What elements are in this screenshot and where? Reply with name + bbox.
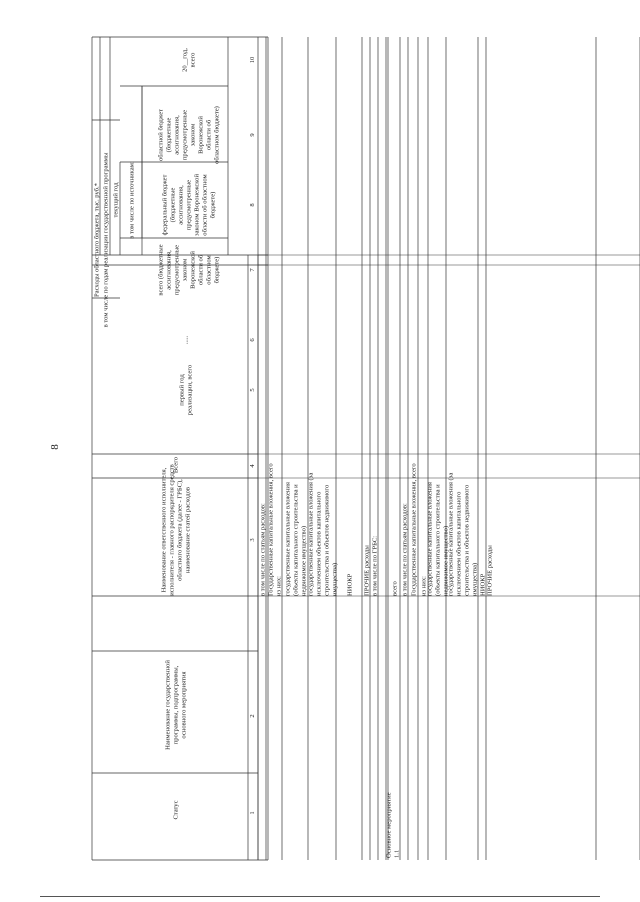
col-regional: ассигнования, — [173, 115, 181, 155]
table-row-label: государственные капитальные вложения (за — [307, 472, 315, 596]
table-row-label: в том числе по статьям расходов: — [259, 503, 267, 596]
table-row-label: государственные капитальные вложения — [426, 482, 434, 596]
main-event-label: Основное мероприятие — [385, 792, 393, 858]
header-current-year: текущий год — [112, 182, 120, 218]
header-expenses: Расходы областного бюджета, тыс. руб.* — [93, 183, 101, 297]
table-row-label: (объекты капитального строительства и — [434, 484, 442, 596]
col-regional: предусмотренные — [181, 109, 189, 161]
table-row-label: в том числе по статьям расходов: — [401, 503, 409, 596]
bottom-rule — [40, 896, 600, 897]
col-total: Всего — [172, 456, 180, 474]
col-federal: предусмотренные — [185, 179, 193, 231]
table-row-label: исключением объектов капитального — [455, 491, 463, 596]
table-row-label: из них: — [275, 576, 283, 596]
col-program-name: Наименование государственной — [164, 660, 172, 750]
table-row-label: из них: — [420, 576, 428, 596]
column-number: 10 — [249, 56, 256, 64]
table-row-label: имущества) — [331, 562, 339, 596]
col-first-year: первый год — [178, 374, 186, 406]
main-event-label: 1.1 — [393, 849, 401, 858]
col-program-name: программы, подпрограммы, — [172, 665, 180, 745]
header-incl-sources: в том числе по источникам: — [128, 161, 136, 239]
col-all-current: предусмотренные — [173, 244, 181, 296]
col-all-current: областном — [205, 255, 213, 285]
table-row-label: недвижимое имущество) — [300, 525, 308, 596]
column-number: 6 — [249, 338, 256, 342]
page-number: 8 — [48, 444, 61, 450]
col-federal: законом Воронежской — [193, 173, 201, 237]
table-row-label: Государственные капитальные вложения, всего — [267, 463, 275, 596]
table-row-label: (объекты капитального строительства и — [292, 484, 300, 596]
col-federal: ассигнования, — [177, 185, 185, 225]
column-number: 4 — [249, 464, 256, 468]
table-row-label: в том числе по ГРБС: — [371, 535, 379, 596]
column-number: 5 — [249, 388, 256, 392]
col-executor: Наименование ответственного исполнителя, — [160, 467, 168, 593]
column-number: 3 — [249, 538, 256, 542]
col-executor: областного бюджета (далее - ГРБС), — [176, 479, 184, 581]
col-regional: законом — [189, 123, 197, 147]
col-federal: бюджете) — [209, 191, 217, 219]
table-row-label: НИОКР — [346, 573, 354, 596]
col-regional: области об — [205, 119, 213, 151]
table-row-label: исключением объектов капитального — [315, 491, 323, 596]
col-first-year: реализации, всего — [186, 364, 194, 416]
col-federal: (бюджетные — [169, 187, 177, 223]
column-number: 8 — [249, 203, 256, 207]
table-row-label: всего — [391, 581, 399, 596]
table-row-label: ПРОЧИЕ расходы — [363, 545, 371, 596]
column-number: 9 — [249, 133, 256, 137]
col-regional: областном бюджете) — [213, 106, 221, 164]
column-number: 2 — [249, 714, 256, 718]
column-number: 1 — [249, 811, 256, 815]
col-year20: всего — [189, 52, 197, 68]
table-row-label: строительства и объектов недвижимого — [463, 484, 471, 596]
table-row-label: имущества) — [471, 562, 479, 596]
col-all-current: законом — [181, 258, 189, 282]
col-regional: (бюджетные — [165, 117, 173, 153]
column-number: 7 — [249, 268, 256, 272]
col-executor: наименование статей расходов — [184, 486, 192, 574]
table-row-label: государственные капитальные вложения — [284, 482, 292, 596]
col-all-current: ассигнования, — [165, 250, 173, 290]
col-year20: 20__год, — [181, 48, 189, 72]
col-program-name: основного мероприятия — [180, 671, 188, 739]
col-federal: федеральный бюджет — [161, 174, 169, 236]
header-incl-years: в том числе по годам реализации государственной программы — [102, 152, 110, 328]
col-federal: области об областном — [201, 174, 209, 236]
col-regional: областной бюджет — [157, 108, 165, 162]
col-status: Статус — [172, 800, 180, 820]
table-row-label: Государственные капитальные вложения, всего — [410, 463, 418, 596]
table-row-label: НИОКР — [479, 573, 487, 596]
table-row-label: строительства и объектов недвижимого — [323, 484, 331, 596]
table-row-label: государственные капитальные вложения (за — [447, 472, 455, 596]
col-regional: Воронежской — [197, 116, 205, 154]
col-ellipsis: ..... — [182, 335, 190, 345]
col-all-current: бюджете) — [213, 256, 221, 284]
col-executor: исполнителя - главного распорядителя средств — [168, 464, 176, 596]
table-row-label: ПРОЧИЕ расходы — [486, 545, 494, 596]
col-all-current: Воронежской — [189, 251, 197, 289]
col-all-current: всего (бюджетные — [157, 244, 165, 296]
table-row-label: недвижимое имущество) — [442, 525, 450, 596]
col-all-current: области об — [197, 254, 205, 286]
